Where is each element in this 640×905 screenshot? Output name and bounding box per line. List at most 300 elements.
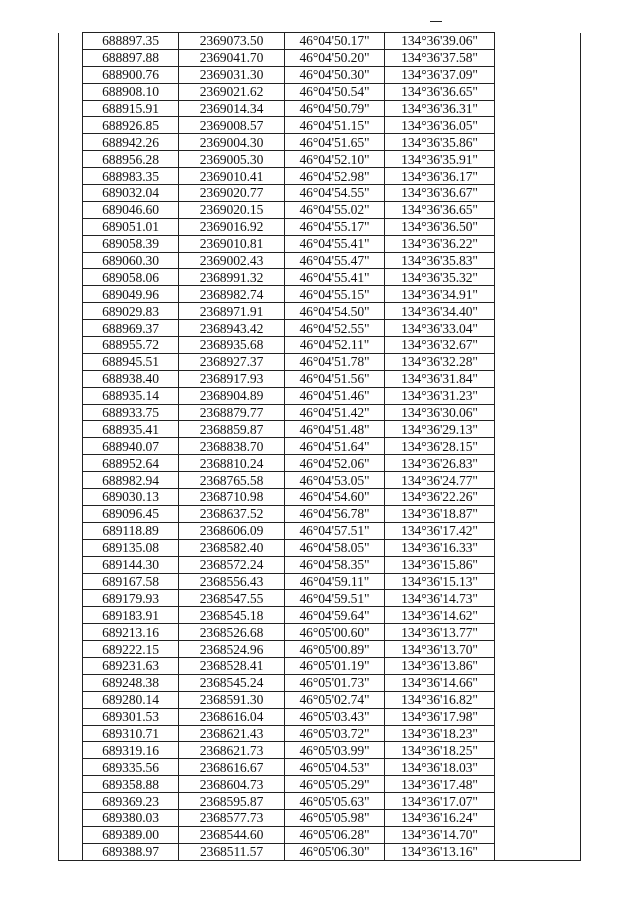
table-row <box>59 134 581 151</box>
longitude-cell: 134°36'35.32" <box>385 269 495 286</box>
left-margin-cell <box>59 100 83 117</box>
x-coordinate-cell: 689248.38 <box>83 674 179 691</box>
y-coordinate-cell: 2368524.96 <box>179 641 285 658</box>
y-coordinate-cell: 2368904.89 <box>179 387 285 404</box>
x-coordinate-cell: 689030.13 <box>83 489 179 506</box>
latitude-cell: 46°05'06.28" <box>285 826 385 843</box>
latitude-cell: 46°04'51.56" <box>285 370 385 387</box>
x-coordinate-cell: 688935.14 <box>83 387 179 404</box>
left-margin-cell <box>59 742 83 759</box>
longitude-cell: 134°36'17.42" <box>385 522 495 539</box>
x-coordinate-cell: 688938.40 <box>83 370 179 387</box>
right-empty-cell <box>495 725 581 742</box>
latitude-cell: 46°04'52.11" <box>285 337 385 354</box>
y-coordinate-cell: 2368577.73 <box>179 809 285 826</box>
latitude-cell: 46°04'55.02" <box>285 201 385 218</box>
x-coordinate-cell: 688982.94 <box>83 472 179 489</box>
x-coordinate-cell: 688945.51 <box>83 353 179 370</box>
longitude-cell: 134°36'36.31" <box>385 100 495 117</box>
longitude-cell: 134°36'17.48" <box>385 776 495 793</box>
table-row <box>59 201 581 218</box>
coordinates-table-body <box>59 33 581 861</box>
y-coordinate-cell: 2369002.43 <box>179 252 285 269</box>
right-empty-cell <box>495 421 581 438</box>
table-row <box>59 404 581 421</box>
x-coordinate-cell: 689144.30 <box>83 556 179 573</box>
longitude-cell: 134°36'17.07" <box>385 793 495 810</box>
y-coordinate-cell: 2369031.30 <box>179 66 285 83</box>
latitude-cell: 46°04'51.48" <box>285 421 385 438</box>
table-row <box>59 168 581 185</box>
longitude-cell: 134°36'35.83" <box>385 252 495 269</box>
left-margin-cell <box>59 556 83 573</box>
x-coordinate-cell: 689310.71 <box>83 725 179 742</box>
y-coordinate-cell: 2368547.55 <box>179 590 285 607</box>
longitude-cell: 134°36'36.17" <box>385 168 495 185</box>
longitude-cell: 134°36'24.77" <box>385 472 495 489</box>
y-coordinate-cell: 2368810.24 <box>179 455 285 472</box>
left-margin-cell <box>59 168 83 185</box>
table-row <box>59 725 581 742</box>
latitude-cell: 46°04'55.15" <box>285 286 385 303</box>
right-empty-cell <box>495 404 581 421</box>
left-margin-cell <box>59 66 83 83</box>
longitude-cell: 134°36'31.84" <box>385 370 495 387</box>
y-coordinate-cell: 2369005.30 <box>179 151 285 168</box>
longitude-cell: 134°36'34.91" <box>385 286 495 303</box>
table-row <box>59 353 581 370</box>
latitude-cell: 46°04'59.51" <box>285 590 385 607</box>
left-margin-cell <box>59 472 83 489</box>
y-coordinate-cell: 2368526.68 <box>179 624 285 641</box>
y-coordinate-cell: 2368971.91 <box>179 303 285 320</box>
latitude-cell: 46°04'56.78" <box>285 505 385 522</box>
longitude-cell: 134°36'36.65" <box>385 201 495 218</box>
latitude-cell: 46°04'59.64" <box>285 607 385 624</box>
x-coordinate-cell: 689051.01 <box>83 218 179 235</box>
top-mark <box>430 21 442 22</box>
table-row <box>59 337 581 354</box>
x-coordinate-cell: 689049.96 <box>83 286 179 303</box>
table-row <box>59 421 581 438</box>
left-margin-cell <box>59 505 83 522</box>
right-empty-cell <box>495 337 581 354</box>
right-empty-cell <box>495 489 581 506</box>
x-coordinate-cell: 689213.16 <box>83 624 179 641</box>
right-empty-cell <box>495 809 581 826</box>
table-row <box>59 539 581 556</box>
right-empty-cell <box>495 472 581 489</box>
left-margin-cell <box>59 590 83 607</box>
right-empty-cell <box>495 505 581 522</box>
latitude-cell: 46°04'50.17" <box>285 33 385 50</box>
y-coordinate-cell: 2368943.42 <box>179 320 285 337</box>
left-margin-cell <box>59 539 83 556</box>
latitude-cell: 46°04'57.51" <box>285 522 385 539</box>
right-empty-cell <box>495 252 581 269</box>
x-coordinate-cell: 689046.60 <box>83 201 179 218</box>
latitude-cell: 46°04'51.64" <box>285 438 385 455</box>
latitude-cell: 46°05'02.74" <box>285 691 385 708</box>
left-margin-cell <box>59 303 83 320</box>
latitude-cell: 46°04'55.41" <box>285 269 385 286</box>
left-margin-cell <box>59 421 83 438</box>
right-empty-cell <box>495 151 581 168</box>
x-coordinate-cell: 689029.83 <box>83 303 179 320</box>
longitude-cell: 134°36'36.65" <box>385 83 495 100</box>
right-empty-cell <box>495 843 581 860</box>
latitude-cell: 46°04'52.06" <box>285 455 385 472</box>
y-coordinate-cell: 2368591.30 <box>179 691 285 708</box>
latitude-cell: 46°04'52.10" <box>285 151 385 168</box>
longitude-cell: 134°36'13.77" <box>385 624 495 641</box>
y-coordinate-cell: 2368528.41 <box>179 657 285 674</box>
x-coordinate-cell: 688942.26 <box>83 134 179 151</box>
x-coordinate-cell: 688956.28 <box>83 151 179 168</box>
right-empty-cell <box>495 708 581 725</box>
x-coordinate-cell: 688955.72 <box>83 337 179 354</box>
table-row <box>59 641 581 658</box>
x-coordinate-cell: 689389.00 <box>83 826 179 843</box>
y-coordinate-cell: 2369020.15 <box>179 201 285 218</box>
left-margin-cell <box>59 252 83 269</box>
left-margin-cell <box>59 151 83 168</box>
table-row <box>59 455 581 472</box>
right-empty-cell <box>495 691 581 708</box>
x-coordinate-cell: 689060.30 <box>83 252 179 269</box>
right-empty-cell <box>495 320 581 337</box>
right-empty-cell <box>495 83 581 100</box>
latitude-cell: 46°05'00.89" <box>285 641 385 658</box>
table-row <box>59 83 581 100</box>
x-coordinate-cell: 688908.10 <box>83 83 179 100</box>
x-coordinate-cell: 689183.91 <box>83 607 179 624</box>
longitude-cell: 134°36'13.70" <box>385 641 495 658</box>
y-coordinate-cell: 2369021.62 <box>179 83 285 100</box>
latitude-cell: 46°05'06.30" <box>285 843 385 860</box>
longitude-cell: 134°36'36.50" <box>385 218 495 235</box>
x-coordinate-cell: 689179.93 <box>83 590 179 607</box>
right-empty-cell <box>495 201 581 218</box>
x-coordinate-cell: 689096.45 <box>83 505 179 522</box>
right-empty-cell <box>495 303 581 320</box>
latitude-cell: 46°04'50.20" <box>285 49 385 66</box>
longitude-cell: 134°36'34.40" <box>385 303 495 320</box>
right-empty-cell <box>495 742 581 759</box>
table-row <box>59 691 581 708</box>
table-row <box>59 708 581 725</box>
longitude-cell: 134°36'37.58" <box>385 49 495 66</box>
left-margin-cell <box>59 455 83 472</box>
y-coordinate-cell: 2368710.98 <box>179 489 285 506</box>
latitude-cell: 46°04'54.50" <box>285 303 385 320</box>
x-coordinate-cell: 688969.37 <box>83 320 179 337</box>
latitude-cell: 46°04'51.42" <box>285 404 385 421</box>
left-margin-cell <box>59 353 83 370</box>
right-empty-cell <box>495 33 581 50</box>
longitude-cell: 134°36'32.28" <box>385 353 495 370</box>
longitude-cell: 134°36'31.23" <box>385 387 495 404</box>
latitude-cell: 46°04'55.47" <box>285 252 385 269</box>
x-coordinate-cell: 689319.16 <box>83 742 179 759</box>
right-empty-cell <box>495 66 581 83</box>
longitude-cell: 134°36'16.24" <box>385 809 495 826</box>
left-margin-cell <box>59 404 83 421</box>
y-coordinate-cell: 2369016.92 <box>179 218 285 235</box>
y-coordinate-cell: 2369073.50 <box>179 33 285 50</box>
y-coordinate-cell: 2368621.73 <box>179 742 285 759</box>
longitude-cell: 134°36'14.70" <box>385 826 495 843</box>
longitude-cell: 134°36'37.09" <box>385 66 495 83</box>
right-empty-cell <box>495 286 581 303</box>
table-row <box>59 185 581 202</box>
right-empty-cell <box>495 590 581 607</box>
right-empty-cell <box>495 185 581 202</box>
table-row <box>59 759 581 776</box>
table-row <box>59 505 581 522</box>
left-margin-cell <box>59 843 83 860</box>
left-margin-cell <box>59 489 83 506</box>
y-coordinate-cell: 2368595.87 <box>179 793 285 810</box>
y-coordinate-cell: 2368879.77 <box>179 404 285 421</box>
x-coordinate-cell: 688897.88 <box>83 49 179 66</box>
latitude-cell: 46°04'54.55" <box>285 185 385 202</box>
longitude-cell: 134°36'36.22" <box>385 235 495 252</box>
longitude-cell: 134°36'14.73" <box>385 590 495 607</box>
latitude-cell: 46°05'03.43" <box>285 708 385 725</box>
latitude-cell: 46°04'55.41" <box>285 235 385 252</box>
y-coordinate-cell: 2368606.09 <box>179 522 285 539</box>
longitude-cell: 134°36'35.91" <box>385 151 495 168</box>
right-empty-cell <box>495 539 581 556</box>
right-empty-cell <box>495 522 581 539</box>
y-coordinate-cell: 2368544.60 <box>179 826 285 843</box>
x-coordinate-cell: 689058.06 <box>83 269 179 286</box>
table-row <box>59 556 581 573</box>
right-empty-cell <box>495 674 581 691</box>
table-row <box>59 843 581 860</box>
latitude-cell: 46°05'05.63" <box>285 793 385 810</box>
right-empty-cell <box>495 607 581 624</box>
left-margin-cell <box>59 624 83 641</box>
latitude-cell: 46°04'58.35" <box>285 556 385 573</box>
left-margin-cell <box>59 793 83 810</box>
left-margin-cell <box>59 117 83 134</box>
x-coordinate-cell: 689167.58 <box>83 573 179 590</box>
left-margin-cell <box>59 337 83 354</box>
table-row <box>59 793 581 810</box>
table-row <box>59 522 581 539</box>
latitude-cell: 46°04'53.05" <box>285 472 385 489</box>
right-empty-cell <box>495 269 581 286</box>
x-coordinate-cell: 688897.35 <box>83 33 179 50</box>
longitude-cell: 134°36'15.13" <box>385 573 495 590</box>
table-row <box>59 269 581 286</box>
right-empty-cell <box>495 455 581 472</box>
x-coordinate-cell: 688926.85 <box>83 117 179 134</box>
y-coordinate-cell: 2368582.40 <box>179 539 285 556</box>
longitude-cell: 134°36'36.67" <box>385 185 495 202</box>
longitude-cell: 134°36'14.66" <box>385 674 495 691</box>
left-margin-cell <box>59 691 83 708</box>
y-coordinate-cell: 2369010.41 <box>179 168 285 185</box>
x-coordinate-cell: 689388.97 <box>83 843 179 860</box>
latitude-cell: 46°04'54.60" <box>285 489 385 506</box>
y-coordinate-cell: 2368545.24 <box>179 674 285 691</box>
left-margin-cell <box>59 708 83 725</box>
right-empty-cell <box>495 117 581 134</box>
left-margin-cell <box>59 607 83 624</box>
table-row <box>59 117 581 134</box>
right-empty-cell <box>495 657 581 674</box>
left-margin-cell <box>59 641 83 658</box>
longitude-cell: 134°36'33.04" <box>385 320 495 337</box>
right-empty-cell <box>495 573 581 590</box>
longitude-cell: 134°36'13.86" <box>385 657 495 674</box>
table-row <box>59 100 581 117</box>
latitude-cell: 46°04'52.98" <box>285 168 385 185</box>
right-empty-cell <box>495 49 581 66</box>
longitude-cell: 134°36'35.86" <box>385 134 495 151</box>
y-coordinate-cell: 2368621.43 <box>179 725 285 742</box>
longitude-cell: 134°36'32.67" <box>385 337 495 354</box>
table-row <box>59 776 581 793</box>
table-row <box>59 235 581 252</box>
table-row <box>59 472 581 489</box>
table-row <box>59 286 581 303</box>
x-coordinate-cell: 689118.89 <box>83 522 179 539</box>
right-empty-cell <box>495 438 581 455</box>
left-margin-cell <box>59 185 83 202</box>
y-coordinate-cell: 2368859.87 <box>179 421 285 438</box>
y-coordinate-cell: 2368637.52 <box>179 505 285 522</box>
left-margin-cell <box>59 387 83 404</box>
latitude-cell: 46°04'50.30" <box>285 66 385 83</box>
left-margin-cell <box>59 522 83 539</box>
table-row <box>59 66 581 83</box>
x-coordinate-cell: 689301.53 <box>83 708 179 725</box>
x-coordinate-cell: 688935.41 <box>83 421 179 438</box>
table-row <box>59 320 581 337</box>
latitude-cell: 46°04'50.54" <box>285 83 385 100</box>
left-margin-cell <box>59 218 83 235</box>
right-empty-cell <box>495 826 581 843</box>
latitude-cell: 46°04'55.17" <box>285 218 385 235</box>
right-empty-cell <box>495 168 581 185</box>
latitude-cell: 46°04'58.05" <box>285 539 385 556</box>
table-row <box>59 809 581 826</box>
table-row <box>59 590 581 607</box>
longitude-cell: 134°36'17.98" <box>385 708 495 725</box>
table-row <box>59 218 581 235</box>
latitude-cell: 46°05'00.60" <box>285 624 385 641</box>
right-empty-cell <box>495 556 581 573</box>
x-coordinate-cell: 688900.76 <box>83 66 179 83</box>
x-coordinate-cell: 689358.88 <box>83 776 179 793</box>
table-row <box>59 826 581 843</box>
table-row <box>59 33 581 50</box>
y-coordinate-cell: 2368917.93 <box>179 370 285 387</box>
table-row <box>59 252 581 269</box>
longitude-cell: 134°36'29.13" <box>385 421 495 438</box>
longitude-cell: 134°36'39.06" <box>385 33 495 50</box>
latitude-cell: 46°05'05.98" <box>285 809 385 826</box>
left-margin-cell <box>59 674 83 691</box>
x-coordinate-cell: 689135.08 <box>83 539 179 556</box>
left-margin-cell <box>59 83 83 100</box>
latitude-cell: 46°04'59.11" <box>285 573 385 590</box>
right-empty-cell <box>495 100 581 117</box>
longitude-cell: 134°36'18.25" <box>385 742 495 759</box>
x-coordinate-cell: 689335.56 <box>83 759 179 776</box>
right-empty-cell <box>495 134 581 151</box>
longitude-cell: 134°36'16.33" <box>385 539 495 556</box>
longitude-cell: 134°36'36.05" <box>385 117 495 134</box>
y-coordinate-cell: 2369020.77 <box>179 185 285 202</box>
table-row <box>59 742 581 759</box>
right-empty-cell <box>495 218 581 235</box>
table-row <box>59 438 581 455</box>
y-coordinate-cell: 2368511.57 <box>179 843 285 860</box>
table-row <box>59 151 581 168</box>
longitude-cell: 134°36'13.16" <box>385 843 495 860</box>
left-margin-cell <box>59 134 83 151</box>
y-coordinate-cell: 2368927.37 <box>179 353 285 370</box>
latitude-cell: 46°05'03.72" <box>285 725 385 742</box>
left-margin-cell <box>59 269 83 286</box>
latitude-cell: 46°05'01.19" <box>285 657 385 674</box>
x-coordinate-cell: 688940.07 <box>83 438 179 455</box>
table-row <box>59 607 581 624</box>
x-coordinate-cell: 689280.14 <box>83 691 179 708</box>
table-row <box>59 370 581 387</box>
y-coordinate-cell: 2368604.73 <box>179 776 285 793</box>
x-coordinate-cell: 689369.23 <box>83 793 179 810</box>
latitude-cell: 46°05'05.29" <box>285 776 385 793</box>
longitude-cell: 134°36'14.62" <box>385 607 495 624</box>
y-coordinate-cell: 2368572.24 <box>179 556 285 573</box>
left-margin-cell <box>59 809 83 826</box>
coordinates-table <box>58 32 581 861</box>
left-margin-cell <box>59 33 83 50</box>
right-empty-cell <box>495 776 581 793</box>
y-coordinate-cell: 2368616.67 <box>179 759 285 776</box>
left-margin-cell <box>59 320 83 337</box>
table-row <box>59 489 581 506</box>
right-empty-cell <box>495 387 581 404</box>
table-row <box>59 674 581 691</box>
longitude-cell: 134°36'22.26" <box>385 489 495 506</box>
y-coordinate-cell: 2369014.34 <box>179 100 285 117</box>
right-empty-cell <box>495 353 581 370</box>
x-coordinate-cell: 688952.64 <box>83 455 179 472</box>
x-coordinate-cell: 689380.03 <box>83 809 179 826</box>
latitude-cell: 46°04'51.46" <box>285 387 385 404</box>
y-coordinate-cell: 2369008.57 <box>179 117 285 134</box>
latitude-cell: 46°05'03.99" <box>285 742 385 759</box>
table-row <box>59 573 581 590</box>
left-margin-cell <box>59 725 83 742</box>
longitude-cell: 134°36'16.82" <box>385 691 495 708</box>
y-coordinate-cell: 2368545.18 <box>179 607 285 624</box>
right-empty-cell <box>495 370 581 387</box>
longitude-cell: 134°36'18.03" <box>385 759 495 776</box>
y-coordinate-cell: 2368556.43 <box>179 573 285 590</box>
y-coordinate-cell: 2368935.68 <box>179 337 285 354</box>
latitude-cell: 46°04'52.55" <box>285 320 385 337</box>
right-empty-cell <box>495 641 581 658</box>
left-margin-cell <box>59 776 83 793</box>
